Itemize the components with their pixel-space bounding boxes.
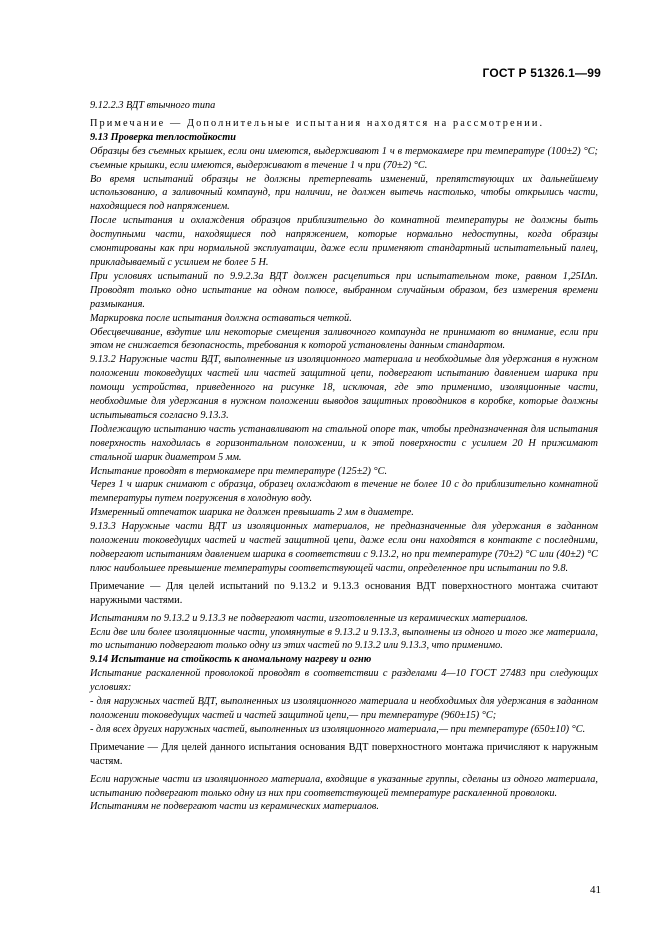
section-heading-text: 9.13 Проверка теплостойкости (90, 131, 236, 143)
paragraph: После испытания и охлаждения образцов приблизительно до комнатной температуры не должны быть доступными части, находящиеся под напряжением, которые нормально недоступны, когда образцы смонтированы как при нормальной эксплуатации, даже если применяют стандартный испытательный палец, прикладываемый с усилием не более 5 Н. (90, 215, 598, 268)
note-text: Примечание — Дополнительные испытания находятся на рассмотрении. (90, 117, 545, 129)
paragraph: Подлежащую испытанию часть устанавливают на стальной опоре так, чтобы предназначенная для испытания поверхность находилась в горизонтальном положении, и к этой поверхности с усилием 20 Н прижимают стальной шарик диаметром 5 мм. (90, 423, 598, 463)
section-heading (90, 131, 598, 145)
paragraph: Во время испытаний образцы не должны претерпевать изменений, препятствующих их дальнейшему использованию, а заливочный компаунд, при наличии, не должен вытечь настолько, чтобы открылись части, находящиеся под напряжением. (90, 173, 598, 213)
document-header: ГОСТ Р 51326.1—99 (482, 66, 601, 80)
note (90, 117, 598, 131)
note: Примечание — Для целей испытаний по 9.13.2 и 9.13.3 основания ВДТ поверхностного монтажа считают наружными частями. (90, 580, 598, 606)
note: Примечание — Для целей данного испытания основания ВДТ поверхностного монтажа причисляют к наружным частям. (90, 741, 598, 767)
paragraph: Испытание проводят в термокамере при температуре (125±2) °С. (90, 465, 388, 477)
page-number: 41 (590, 884, 601, 896)
paragraph: Измеренный отпечаток шарика не должен превышать 2 мм в диаметре. (90, 507, 414, 519)
paragraph: 9.13.3 Наружные части ВДТ из изоляционных материалов, не предназначенные для удержания в заданном положении токоведущих частей и частей защитной цепи, даже если они находятся в контакте с последними, подвергают испытаниям давлением шарика в соответствии с 9.13.2, но при температуре (70±2) °С или (40±2) °С плюс наибольшее превышение температуры соответствующей части, определенное при испытании по 9.8. (90, 521, 598, 574)
paragraph: 9.13.2 Наружные части ВДТ, выполненные из изоляционного материала и необходимые для удержания в нужном положении токоведущих частей или частей защитной цепи, подвергают испытанию давлением шарика при помощи устройства, приведенного на рисунке 18, исключая, где это применимо, изоляционные части, необходимые для удержания в нужном положении выводов защитных проводников в коробке, которые должны испытываться согласно 9.13.3. (90, 354, 598, 421)
paragraph: Если две или более изоляционные части, упомянутые в 9.13.2 и 9.13.3, выполнены из одного и того же материала, то испытанию подвергают только одну из этих частей по 9.13.2 или 9.13.3, что применимо. (90, 626, 598, 652)
paragraph: Образцы без съемных крышек, если они имеются, выдерживают 1 ч в термокамере при температуре (100±2) °С; съемные крышки, если имеются, выдерживают в течение 1 ч при (70±2) °С. (90, 145, 598, 171)
paragraph: Испытание раскаленной проволокой проводят в соответствии с разделами 4—10 ГОСТ 27483 при следующих условиях: (90, 668, 598, 694)
paragraph: 9.12.2.3 ВДТ втычного типа (90, 100, 216, 111)
paragraph: Обесцвечивание, вздутие или некоторые смещения заливочного компаунда не принимают во внимание, если при этом не снижается безопасность, требования к которой установлены данным стандартом. (90, 326, 598, 352)
paragraph: Через 1 ч шарик снимают с образца, образец охлаждают в течение не более 10 с до приблизительно комнатной температуры путем погружения в холодную воду. (90, 479, 598, 505)
list-item: - для всех других наружных частей, выполненных из изоляционного материала,— при температуре (650±10) °С. (90, 723, 586, 735)
list-item: - для наружных частей ВДТ, выполненных из изоляционного материала и необходимых для удержания в заданном положении токоведущих частей и частей защитной цепи,— при температуре (960±15) °С; (90, 696, 598, 721)
paragraph: Если наружные части из изоляционного материала, входящие в указанные группы, сделаны из одного материала, испытанию подвергают только одну из них при соответствующей температуре раскаленной проволоки. (90, 773, 598, 799)
section-heading (90, 653, 598, 667)
document-body (90, 99, 598, 814)
section-heading-text: 9.14 Испытание на стойкость к аномальному нагреву и огню (90, 654, 372, 666)
paragraph: Испытаниям по 9.13.2 и 9.13.3 не подвергают части, изготовленные из керамических материалов. (90, 612, 528, 624)
paragraph: Испытаниям не подвергают части из керамических материалов. (90, 801, 379, 813)
paragraph: При условиях испытаний по 9.9.2.3а ВДТ должен расцепиться при испытательном токе, равном 1,25IΔn. Проводят только одно испытание на одном полюсе, выбранном случайным образом, без измерения времени размыкания. (90, 270, 598, 310)
paragraph: Маркировка после испытания должна оставаться четкой. (90, 312, 352, 324)
